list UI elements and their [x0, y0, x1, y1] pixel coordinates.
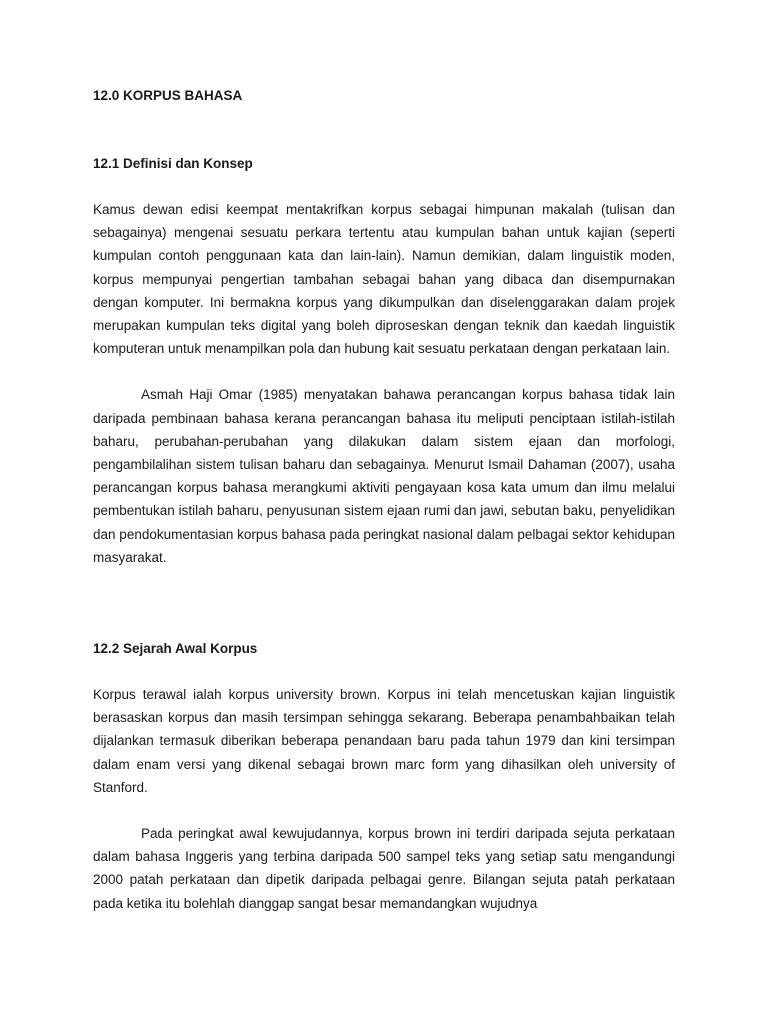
paragraph-sejarah-2: Pada peringkat awal kewujudannya, korpus brown ini terdiri daripada sejuta perkataan dalam bahasa Inggeris yang terbina daripada 500 sampel teks yang setiap satu mengandungi 2000 patah perkataan dan dipetik daripada pelbagai genre. Bilangan sejuta patah perkataan pada ketika itu bolehlah dianggap sangat besar memandangkan wujudnya — [93, 826, 675, 911]
paragraph-definisi-1: Kamus dewan edisi keempat mentakrifkan korpus sebagai himpunan makalah (tulisan dan sebagainya) mengenai sesuatu perkara tertentu atau kumpulan bahan untuk kajian (seperti kumpulan contoh penggunaan kata dan lain-lain). Namun demikian, dalam linguistik moden, korpus mempunyai pengertian tambahan sebagai bahan yang dibaca dan disempurnakan dengan komputer. Ini bermakna korpus yang dikumpulkan dan diselenggarakan dalam projek merupakan kumpulan teks digital yang boleh diproseskan dengan teknik dan kaedah linguistik komputeran untuk menampilkan pola dan hubung kait sesuatu perkataan dengan perkataan lain. — [93, 202, 675, 357]
section-heading-sejarah: 12.2 Sejarah Awal Korpus — [93, 641, 258, 657]
paragraph-definisi-2: Asmah Haji Omar (1985) menyatakan bahawa perancangan korpus bahasa tidak lain daripada pembinaan bahasa kerana perancangan bahasa itu meliputi penciptaan istilah-istilah baharu, perubahan-perubahan yang dilakukan dalam sistem ejaan dan morfologi, pengambilalihan sistem tulisan baharu dan sebagainya. Menurut Ismail Dahaman (2007), usaha perancangan korpus bahasa merangkumi aktiviti pengayaan kosa kata umum dan ilmu melalui pembentukan istilah baharu, penyusunan sistem ejaan rumi dan jawi, sebutan baku, penyelidikan dan pendokumentasian korpus bahasa pada peringkat nasional dalam pelbagai sektor kehidupan masyarakat. — [93, 387, 675, 565]
paragraph-sejarah-1: Korpus terawal ialah korpus university brown. Korpus ini telah mencetuskan kajian linguistik berasaskan korpus dan masih tersimpan sehingga sekarang. Beberapa penambahbaikan telah dijalankan termasuk diberikan beberapa penandaan baru pada tahun 1979 dan kini tersimpan dalam enam versi yang dikenal sebagai brown marc form yang dihasilkan oleh university of Stanford. — [93, 687, 675, 795]
document-title: 12.0 KORPUS BAHASA — [93, 88, 243, 103]
document-body — [93, 84, 675, 915]
section-heading-definisi: 12.1 Definisi dan Konsep — [93, 156, 253, 171]
